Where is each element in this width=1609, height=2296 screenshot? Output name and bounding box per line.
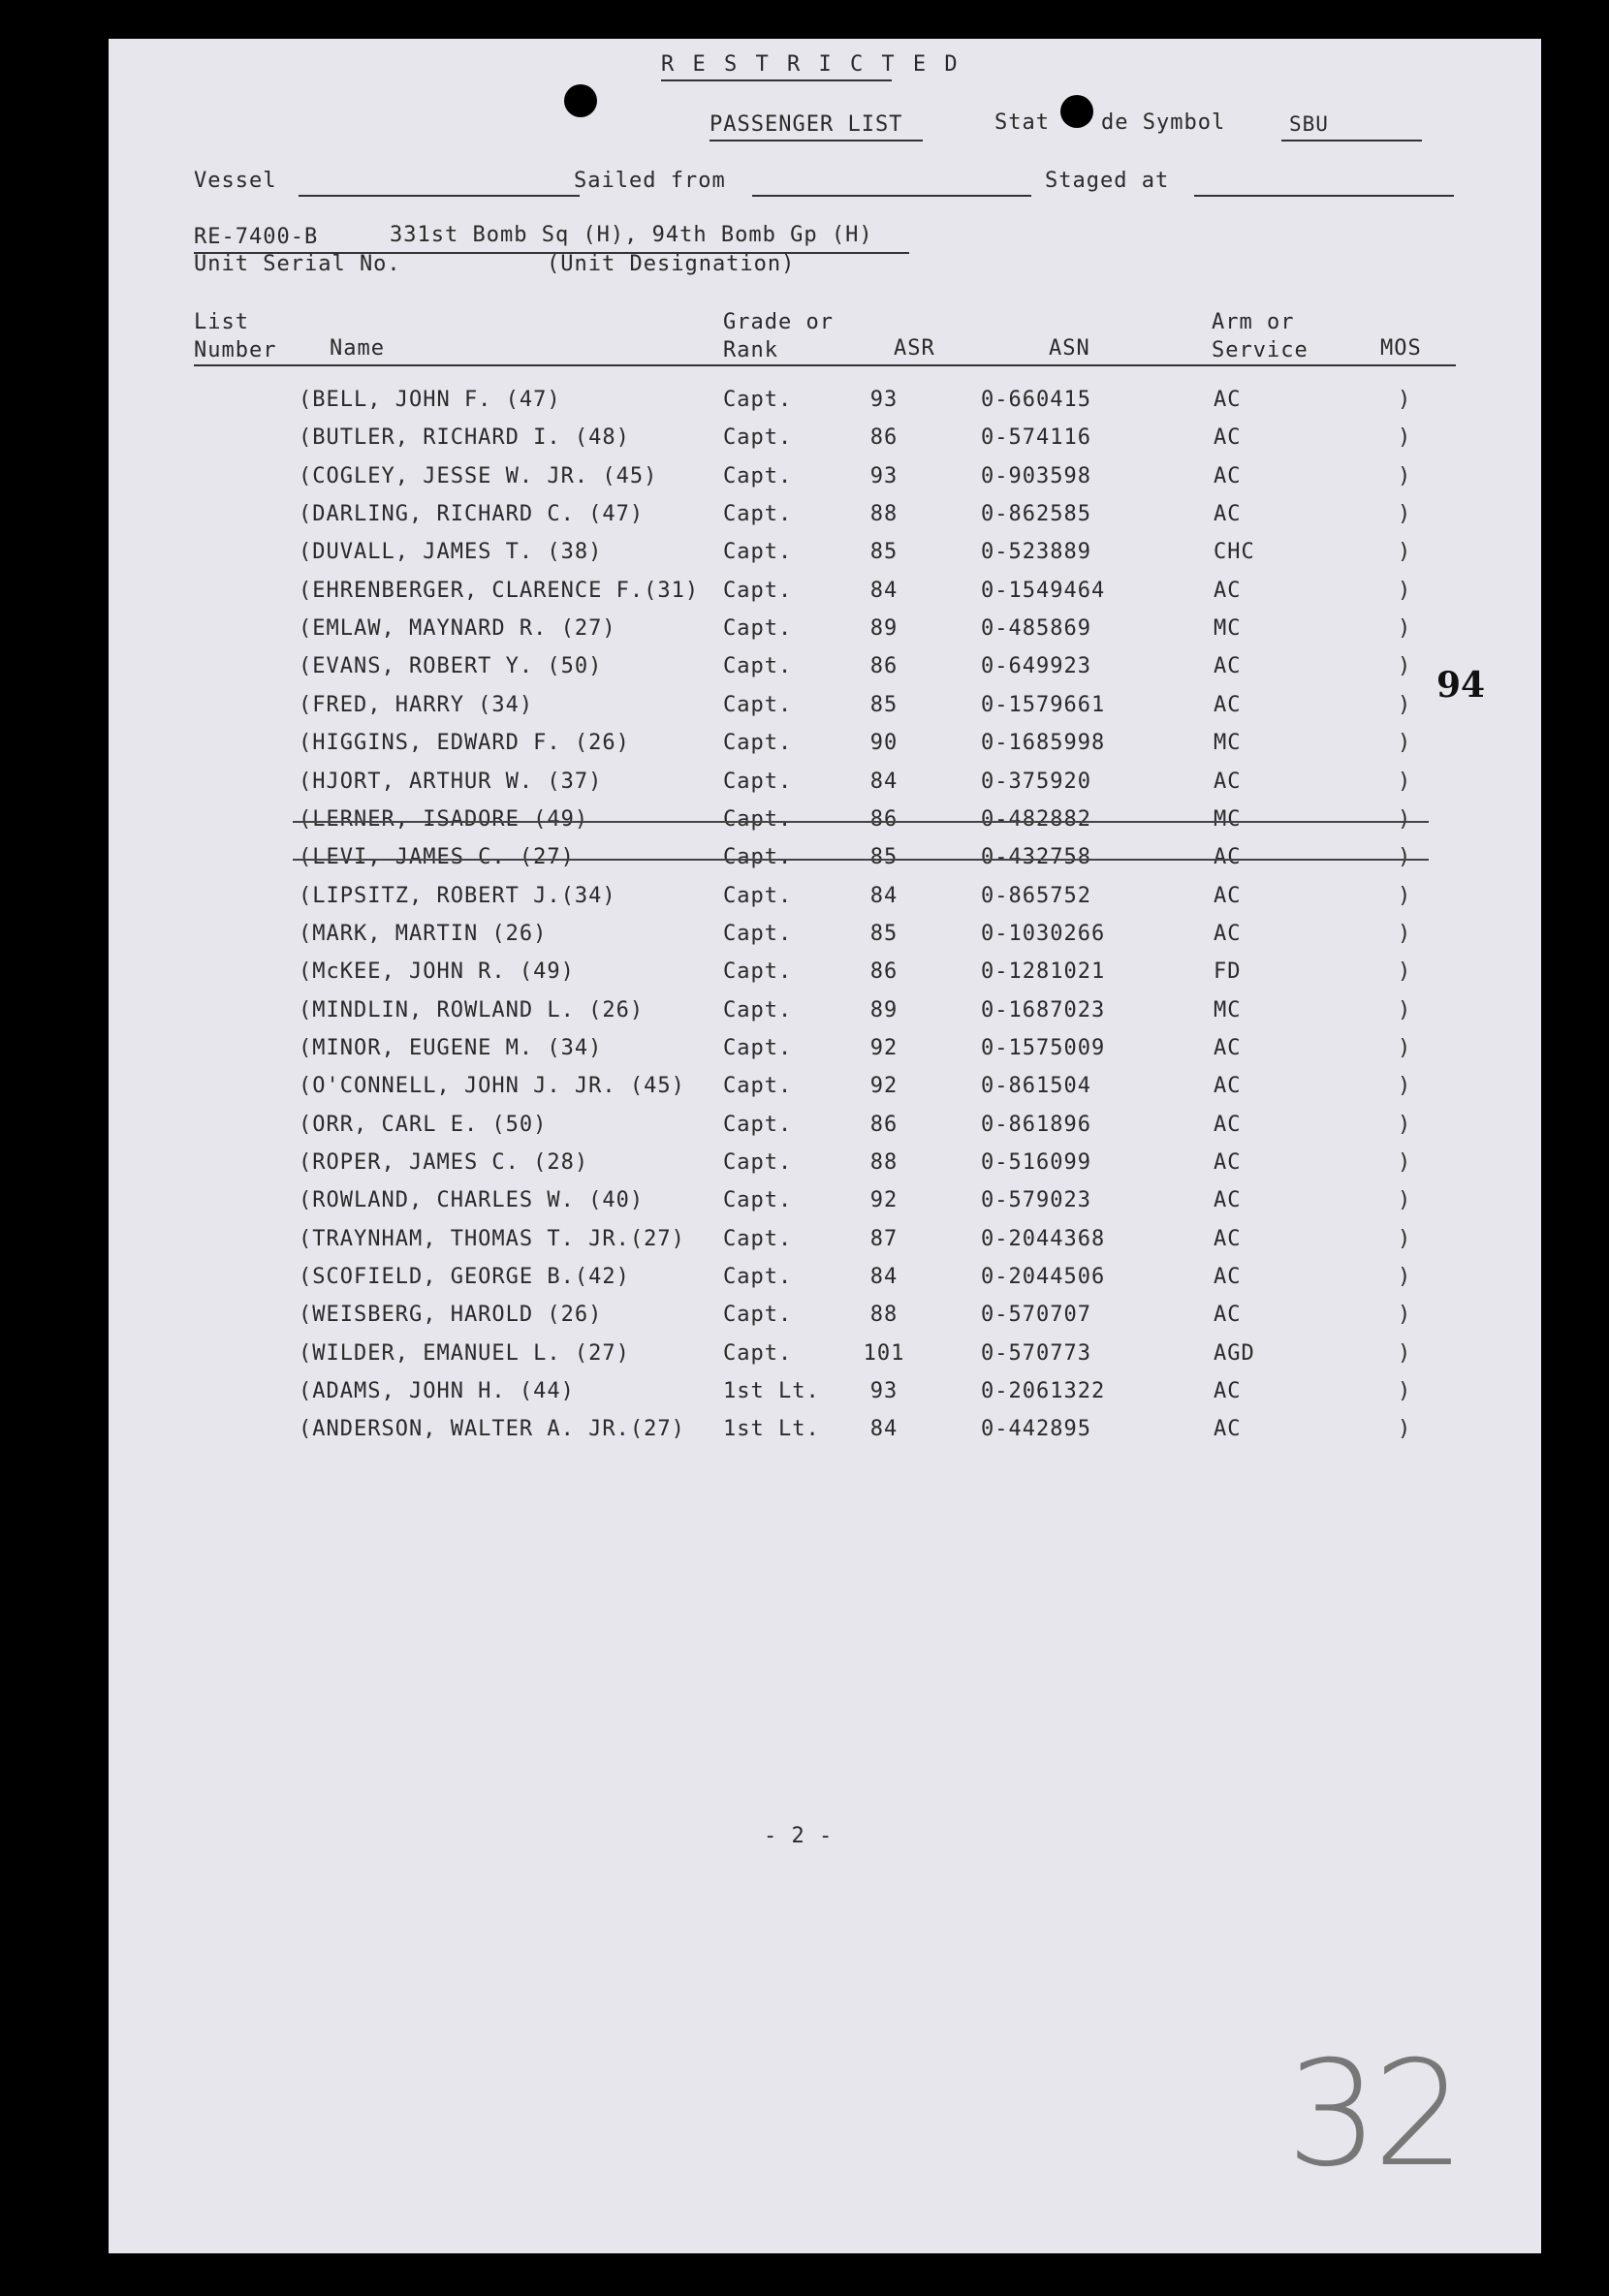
asr-score: 84	[869, 770, 899, 794]
col-header-name: Name	[330, 336, 385, 361]
passenger-name: (ANDERSON, WALTER A. JR.(27)	[299, 1417, 685, 1441]
header-rule	[194, 364, 1456, 366]
mos-bracket: )	[1398, 998, 1412, 1022]
mos-bracket: )	[1398, 1074, 1412, 1098]
grade: Capt.	[723, 807, 793, 832]
mos-bracket: )	[1398, 1188, 1412, 1212]
asn-number: 0-574116	[981, 425, 1091, 450]
mos-bracket: )	[1398, 693, 1412, 717]
asr-score: 92	[869, 1074, 899, 1098]
passenger-name: (ROWLAND, CHARLES W. (40)	[299, 1188, 645, 1212]
passenger-name: (EHRENBERGER, CLARENCE F.(31)	[299, 579, 700, 603]
grade: Capt.	[723, 1303, 793, 1327]
mos-bracket: )	[1398, 1113, 1412, 1137]
asr-score: 85	[869, 693, 899, 717]
arm-service: AC	[1214, 1379, 1242, 1403]
grade: 1st Lt.	[723, 1379, 820, 1403]
arm-service: AC	[1214, 1036, 1242, 1060]
mos-bracket: )	[1398, 845, 1412, 869]
asn-number: 0-1549464	[981, 579, 1106, 603]
punch-hole	[564, 84, 597, 117]
asr-score: 92	[869, 1188, 899, 1212]
station-code-label: Stat	[994, 110, 1050, 135]
grade: Capt.	[723, 616, 793, 641]
asr-score: 88	[869, 1303, 899, 1327]
form-title: PASSENGER LIST	[710, 112, 903, 137]
asr-score: 89	[869, 616, 899, 641]
mos-bracket: )	[1398, 616, 1412, 641]
passenger-name: (TRAYNHAM, THOMAS T. JR.(27)	[299, 1227, 685, 1251]
mos-bracket: )	[1398, 540, 1412, 564]
grade: Capt.	[723, 1227, 793, 1251]
grade: 1st Lt.	[723, 1417, 820, 1441]
arm-service: AC	[1214, 1188, 1242, 1212]
margin-note: 94	[1436, 665, 1486, 706]
asn-number: 0-649923	[981, 654, 1091, 678]
passenger-name: (DUVALL, JAMES T. (38)	[299, 540, 603, 564]
page-number: - 2 -	[764, 1824, 834, 1848]
grade: Capt.	[723, 770, 793, 794]
col-header-mos: MOS	[1380, 336, 1422, 361]
vessel-label: Vessel	[194, 169, 277, 193]
arm-service: AC	[1214, 922, 1242, 946]
grade: Capt.	[723, 464, 793, 488]
asn-number: 0-1281021	[981, 959, 1106, 984]
staged-at-field	[1194, 195, 1454, 197]
punch-hole	[1060, 95, 1093, 128]
passenger-name: (ORR, CARL E. (50)	[299, 1113, 548, 1137]
col-header-list-number: List Number	[194, 310, 277, 362]
asr-score: 85	[869, 922, 899, 946]
unit-serial: RE-7400-B	[194, 225, 319, 249]
mos-bracket: )	[1398, 388, 1412, 412]
arm-service: AC	[1214, 654, 1242, 678]
mos-bracket: )	[1398, 959, 1412, 984]
grade: Capt.	[723, 922, 793, 946]
asr-score: 88	[869, 1150, 899, 1175]
passenger-name: (ROPER, JAMES C. (28)	[299, 1150, 589, 1175]
asn-number: 0-579023	[981, 1188, 1091, 1212]
passenger-name: (FRED, HARRY (34)	[299, 693, 534, 717]
passenger-name: (DARLING, RICHARD C. (47)	[299, 502, 645, 526]
mos-bracket: )	[1398, 464, 1412, 488]
asr-score: 88	[869, 502, 899, 526]
asn-number: 0-2044506	[981, 1265, 1106, 1289]
asn-number: 0-1685998	[981, 731, 1106, 755]
asr-score: 92	[869, 1036, 899, 1060]
arm-service: AGD	[1214, 1341, 1255, 1366]
asr-score: 84	[869, 884, 899, 908]
grade: Capt.	[723, 1036, 793, 1060]
mos-bracket: )	[1398, 1036, 1412, 1060]
classification-header: R E S T R I C T E D	[661, 52, 961, 77]
asn-number: 0-1030266	[981, 922, 1106, 946]
arm-service: AC	[1214, 1227, 1242, 1251]
passenger-name: (ADAMS, JOHN H. (44)	[299, 1379, 575, 1403]
grade: Capt.	[723, 1341, 793, 1366]
arm-service: AC	[1214, 1074, 1242, 1098]
grade: Capt.	[723, 1188, 793, 1212]
document-page	[109, 39, 1541, 2253]
asn-number: 0-516099	[981, 1150, 1091, 1175]
grade: Capt.	[723, 1265, 793, 1289]
mos-bracket: )	[1398, 922, 1412, 946]
strikethrough-line	[293, 821, 1429, 823]
grade: Capt.	[723, 540, 793, 564]
asn-number: 0-1575009	[981, 1036, 1106, 1060]
passenger-name: (MARK, MARTIN (26)	[299, 922, 548, 946]
asr-score: 93	[869, 388, 899, 412]
arm-service: MC	[1214, 616, 1242, 641]
arm-service: MC	[1214, 998, 1242, 1022]
arm-service: AC	[1214, 770, 1242, 794]
arm-service: AC	[1214, 464, 1242, 488]
grade: Capt.	[723, 1113, 793, 1137]
mos-bracket: )	[1398, 1265, 1412, 1289]
asn-number: 0-1579661	[981, 693, 1106, 717]
passenger-name: (McKEE, JOHN R. (49)	[299, 959, 575, 984]
asr-score: 86	[869, 807, 899, 832]
grade: Capt.	[723, 884, 793, 908]
mos-bracket: )	[1398, 1303, 1412, 1327]
sailed-from-field	[752, 195, 1031, 197]
asr-score: 86	[869, 425, 899, 450]
asr-score: 84	[869, 1417, 899, 1441]
arm-service: AC	[1214, 425, 1242, 450]
asn-number: 0-861896	[981, 1113, 1091, 1137]
mos-bracket: )	[1398, 1379, 1412, 1403]
station-code-label-2: de Symbol	[1101, 110, 1226, 135]
passenger-name: (MINDLIN, ROWLAND L. (26)	[299, 998, 645, 1022]
arm-service: AC	[1214, 1303, 1242, 1327]
asr-score: 87	[869, 1227, 899, 1251]
mos-bracket: )	[1398, 884, 1412, 908]
unit-designation: 331st Bomb Sq (H), 94th Bomb Gp (H)	[390, 223, 873, 247]
passenger-name: (BELL, JOHN F. (47)	[299, 388, 561, 412]
passenger-name: (BUTLER, RICHARD I. (48)	[299, 425, 630, 450]
passenger-name: (SCOFIELD, GEORGE B.(42)	[299, 1265, 630, 1289]
passenger-name: (WILDER, EMANUEL L. (27)	[299, 1341, 630, 1366]
arm-service: AC	[1214, 845, 1242, 869]
mos-bracket: )	[1398, 1150, 1412, 1175]
asn-number: 0-903598	[981, 464, 1091, 488]
asr-score: 86	[869, 959, 899, 984]
asn-number: 0-660415	[981, 388, 1091, 412]
passenger-name: (LERNER, ISADORE (49)	[299, 807, 589, 832]
grade: Capt.	[723, 1150, 793, 1175]
grade: Capt.	[723, 693, 793, 717]
passenger-name: (COGLEY, JESSE W. JR. (45)	[299, 464, 658, 488]
grade: Capt.	[723, 388, 793, 412]
unit-serial-label: Unit Serial No.	[194, 252, 401, 276]
asr-score: 90	[869, 731, 899, 755]
strikethrough-line	[293, 859, 1429, 861]
passenger-name: (EMLAW, MAYNARD R. (27)	[299, 616, 616, 641]
asr-score: 84	[869, 1265, 899, 1289]
passenger-name: (MINOR, EUGENE M. (34)	[299, 1036, 603, 1060]
asn-number: 0-1687023	[981, 998, 1106, 1022]
asn-number: 0-861504	[981, 1074, 1091, 1098]
asr-score: 85	[869, 845, 899, 869]
arm-service: MC	[1214, 731, 1242, 755]
asr-score: 86	[869, 1113, 899, 1137]
arm-service: AC	[1214, 1265, 1242, 1289]
col-header-asn: ASN	[1049, 336, 1090, 361]
grade: Capt.	[723, 845, 793, 869]
asn-number: 0-2061322	[981, 1379, 1106, 1403]
asn-number: 0-2044368	[981, 1227, 1106, 1251]
passenger-name: (LEVI, JAMES C. (27)	[299, 845, 575, 869]
passenger-name: (HIGGINS, EDWARD F. (26)	[299, 731, 630, 755]
grade: Capt.	[723, 998, 793, 1022]
mos-bracket: )	[1398, 807, 1412, 832]
asn-number: 0-442895	[981, 1417, 1091, 1441]
handwritten-number: 32	[1286, 2030, 1460, 2199]
arm-service: AC	[1214, 388, 1242, 412]
mos-bracket: )	[1398, 502, 1412, 526]
col-header-grade: Grade or Rank	[723, 310, 834, 362]
unit-designation-label: (Unit Designation)	[547, 252, 796, 276]
mos-bracket: )	[1398, 425, 1412, 450]
mos-bracket: )	[1398, 1227, 1412, 1251]
asr-score: 84	[869, 579, 899, 603]
asr-score: 89	[869, 998, 899, 1022]
asr-score: 101	[863, 1341, 905, 1366]
mos-bracket: )	[1398, 1341, 1412, 1366]
vessel-field	[299, 195, 580, 197]
grade: Capt.	[723, 731, 793, 755]
passenger-name: (O'CONNELL, JOHN J. JR. (45)	[299, 1074, 685, 1098]
arm-service: AC	[1214, 1150, 1242, 1175]
arm-service: FD	[1214, 959, 1242, 984]
col-header-arm: Arm or Service	[1212, 310, 1309, 362]
station-code-value: SBU	[1289, 112, 1329, 136]
arm-service: AC	[1214, 502, 1242, 526]
col-header-asr: ASR	[894, 336, 935, 361]
grade: Capt.	[723, 654, 793, 678]
asn-number: 0-482882	[981, 807, 1091, 832]
sailed-from-label: Sailed from	[574, 169, 726, 193]
arm-service: AC	[1214, 884, 1242, 908]
asn-number: 0-523889	[981, 540, 1091, 564]
asn-number: 0-375920	[981, 770, 1091, 794]
mos-bracket: )	[1398, 731, 1412, 755]
asn-number: 0-865752	[981, 884, 1091, 908]
passenger-name: (HJORT, ARTHUR W. (37)	[299, 770, 603, 794]
grade: Capt.	[723, 425, 793, 450]
mos-bracket: )	[1398, 654, 1412, 678]
grade: Capt.	[723, 502, 793, 526]
grade: Capt.	[723, 1074, 793, 1098]
passenger-name: (LIPSITZ, ROBERT J.(34)	[299, 884, 616, 908]
arm-service: AC	[1214, 1113, 1242, 1137]
arm-service: AC	[1214, 579, 1242, 603]
asr-score: 86	[869, 654, 899, 678]
staged-at-label: Staged at	[1045, 169, 1170, 193]
arm-service: AC	[1214, 693, 1242, 717]
asn-number: 0-862585	[981, 502, 1091, 526]
asr-score: 93	[869, 1379, 899, 1403]
mos-bracket: )	[1398, 770, 1412, 794]
mos-bracket: )	[1398, 579, 1412, 603]
grade: Capt.	[723, 959, 793, 984]
passenger-name: (EVANS, ROBERT Y. (50)	[299, 654, 603, 678]
asn-number: 0-485869	[981, 616, 1091, 641]
passenger-name: (WEISBERG, HAROLD (26)	[299, 1303, 603, 1327]
grade: Capt.	[723, 579, 793, 603]
asr-score: 93	[869, 464, 899, 488]
asn-number: 0-570707	[981, 1303, 1091, 1327]
arm-service: CHC	[1214, 540, 1255, 564]
asr-score: 85	[869, 540, 899, 564]
mos-bracket: )	[1398, 1417, 1412, 1441]
arm-service: MC	[1214, 807, 1242, 832]
asn-number: 0-570773	[981, 1341, 1091, 1366]
asn-number: 0-432758	[981, 845, 1091, 869]
arm-service: AC	[1214, 1417, 1242, 1441]
